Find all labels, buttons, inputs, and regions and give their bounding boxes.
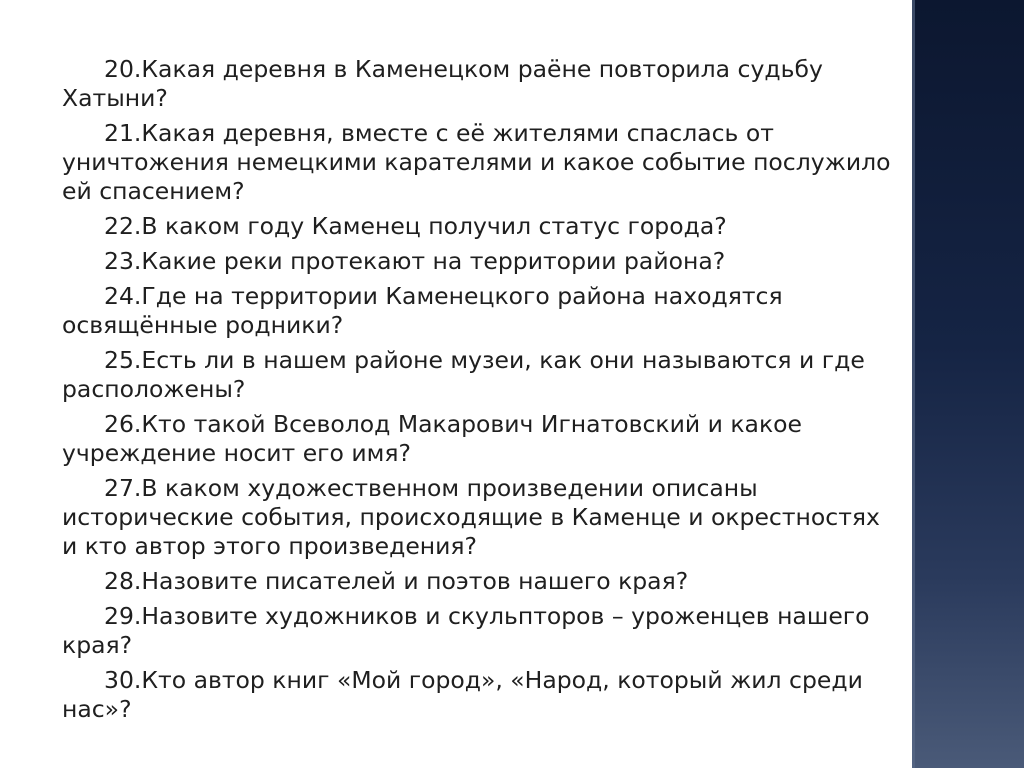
question-26: 26.Кто такой Всеволод Макарович Игнатовский и какое учреждение носит его имя?	[62, 410, 802, 467]
question-20: 20.Какая деревня в Каменецком раёне повторила судьбу Хатыни?	[62, 55, 823, 112]
question-22: 22.В каком году Каменец получил статус города?	[104, 212, 727, 240]
question-23: 23.Какие реки протекают на территории района?	[104, 247, 726, 275]
decorative-side-panel	[912, 0, 1024, 768]
question-21: 21.Какая деревня, вместе с её жителями спаслась от уничтожения немецкими карателями и какое событие послужило ей спасением?	[62, 119, 891, 205]
question-25: 25.Есть ли в нашем районе музеи, как они называются и где расположены?	[62, 346, 865, 403]
question-28: 28.Назовите писателей и поэтов нашего края?	[104, 567, 689, 595]
question-27: 27.В каком художественном произведении описаны исторические события, происходящие в Каменце и окрестностях и кто автор этого произведения?	[62, 474, 880, 560]
question-24: 24.Где на территории Каменецкого района находятся освящённые родники?	[62, 282, 783, 339]
question-29: 29.Назовите художников и скульпторов – уроженцев нашего края?	[62, 602, 870, 659]
question-list	[62, 55, 892, 730]
question-30: 30.Кто автор книг «Мой город», «Народ, который жил среди нас»?	[62, 666, 863, 723]
